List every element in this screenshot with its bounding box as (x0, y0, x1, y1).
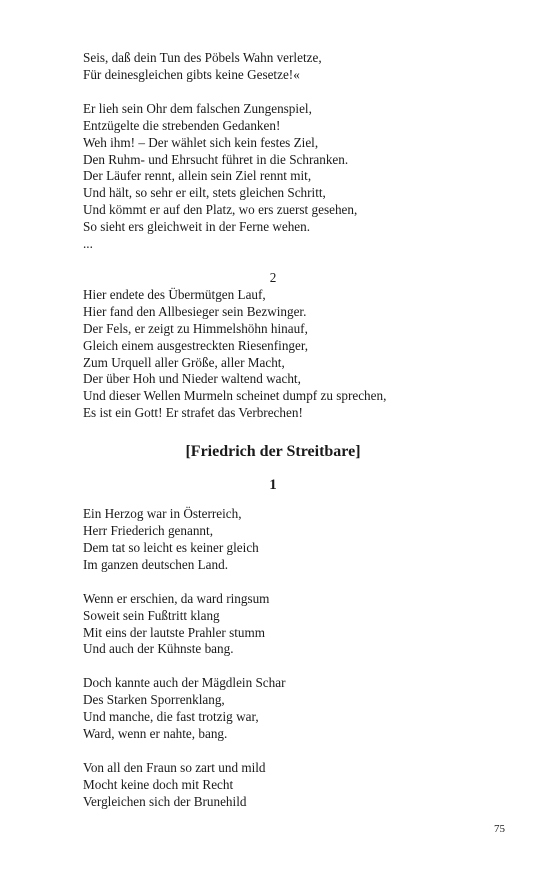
verse-line: Des Starken Sporrenklang, (83, 692, 225, 708)
verse-line: Und dieser Wellen Murmeln scheinet dumpf zu sprechen, (83, 388, 387, 404)
verse-line: Und auch der Kühnste bang. (83, 641, 234, 657)
verse-line: Es ist ein Gott! Er strafet das Verbrechen! (83, 405, 303, 421)
stanza (83, 101, 463, 253)
ellipsis: ... (83, 236, 93, 252)
poem-number: 1 (269, 477, 277, 494)
page-content (83, 50, 463, 811)
verse-line: Dem tat so leicht es keiner gleich (83, 539, 259, 555)
stanza (83, 591, 463, 659)
verse-line: Für deinesgleichen gibts keine Gesetze!« (83, 66, 300, 82)
verse-line: Den Ruhm- und Ehrsucht führet in die Schranken. (83, 151, 349, 167)
verse-line: Und kömmt er auf den Platz, wo ers zuerst gesehen, (83, 202, 358, 218)
verse-line: Und manche, die fast trotzig war, (83, 709, 259, 725)
verse-line: Ein Herzog war in Österreich, (83, 506, 242, 522)
verse-line: Ward, wenn er nahte, bang. (83, 726, 228, 742)
verse-line: Herr Friederich genannt, (83, 523, 213, 539)
verse-line: Mit eins der lautste Prahler stumm (83, 624, 266, 640)
verse-line: Und hält, so sehr er eilt, stets gleichen Schritt, (83, 185, 326, 201)
verse-line: Von all den Fraun so zart und mild (83, 760, 266, 775)
verse-line: Wenn er erschien, da ward ringsum (83, 590, 270, 606)
verse-line: Im ganzen deutschen Land. (83, 556, 229, 572)
verse-line: Soweit sein Fußtritt klang (83, 607, 220, 623)
verse-line: Weh ihm! – Der wählet sich kein festes Ziel, (83, 134, 319, 150)
verse-line: Entzügelte die strebenden Gedanken! (83, 117, 281, 133)
verse-line: Der Läufer rennt, allein sein Ziel rennt mit, (83, 168, 312, 184)
page-number: 75 (494, 823, 505, 835)
section-number: 2 (269, 269, 277, 285)
stanza (83, 675, 463, 743)
verse-line: Hier endete des Übermütgen Lauf, (83, 286, 266, 302)
verse-line: Vergleichen sich der Brunehild (83, 793, 247, 809)
stanza (83, 287, 463, 422)
verse-line: Doch kannte auch der Mägdlein Schar (83, 675, 286, 691)
stanza (83, 506, 463, 574)
verse-line: Gleich einem ausgestreckten Riesenfinger, (83, 337, 309, 353)
verse-line: Seis, daß dein Tun des Pöbels Wahn verletze, (83, 50, 322, 65)
verse-line: Mocht keine doch mit Recht (83, 776, 234, 792)
stanza (83, 50, 463, 84)
verse-line: Hier fand den Allbesieger sein Bezwinger. (83, 303, 307, 319)
verse-line: So sieht ers gleichweit in der Ferne wehen. (83, 219, 311, 235)
stanza (83, 760, 463, 811)
verse-line: Der über Hoh und Nieder waltend wacht, (83, 371, 301, 387)
verse-line: Zum Urquell aller Größe, aller Macht, (83, 354, 285, 370)
verse-line: Der Fels, er zeigt zu Himmelshöhn hinauf, (83, 320, 308, 336)
poem-title: [Friedrich der Streitbare] (185, 443, 361, 461)
verse-line: Er lieh sein Ohr dem falschen Zungenspiel, (83, 100, 312, 116)
